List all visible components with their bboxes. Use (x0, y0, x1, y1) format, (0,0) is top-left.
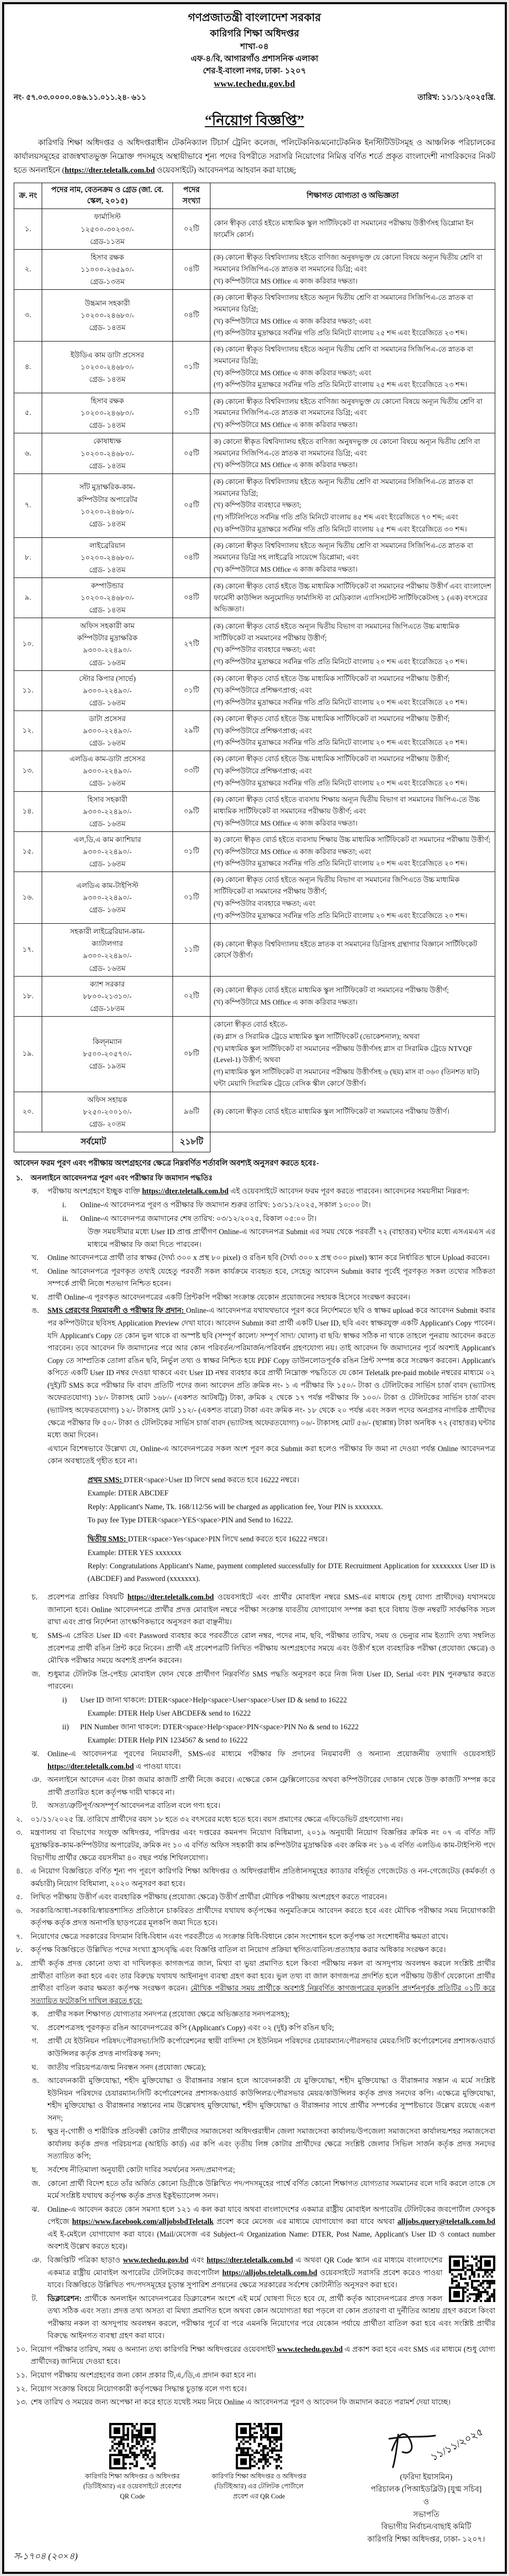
condition-number: গ. (32, 1267, 39, 1276)
condition-item: ৪. এ নিয়োগ বিজ্ঞপ্তিতে বর্ণিত শূন্য পদ পূরণে কারিগরি শিক্ষা অধিদপ্তর ও অধিদপ্তরাধীন প্রতিষ্ঠানসমূহের ক্যাডার বহির্ভূত গেজেটেড ও নন-গেজেটেড (কর্মকর্তা ও কর্মচারী) নিয়োগ বিধিমালা, ২০২০ অনুসরণ করা হবে। (14, 1865, 495, 1890)
row-serial: ২০. (14, 1092, 42, 1132)
condition-number: চ. (32, 1593, 38, 1602)
condition-item: গ. প্রার্থী যে ইউনিয়ন পরিষদ/পৌরসভা/সিটি কর্পোরেশনের স্থায়ী বাসিন্দা সে ইউনিয়ন পরিষদের চেয়ারম্যান/পৌরসভার মেয়র/সিটি কর্পোরেশনের প্রশাসক/ওয়ার্ড কাউন্সিলর কর্তৃক প্রদত্ত নাগরিকত্ব সনদ; (14, 2035, 495, 2060)
row-serial: ১৯. (14, 1017, 42, 1092)
row-vacancy-count: ০১টি (173, 831, 210, 872)
col-serial: ক্র. নং (14, 183, 42, 209)
condition-item: ঝ. Online-এ আবেদনপত্র পূরণের নিয়মাবলী, SMS-এর মাধ্যমে পরীক্ষার ফি প্রদানের নিয়মাবলী ও অন্যান্য প্রয়োজনীয় তথ্যাদি ওয়েবসাইট https://dter.teletalk.com.bd এ পাওয়া যাবে। (14, 1748, 495, 1773)
condition-item: ছ. SMS-এ প্রেরিত User ID এবং Password ব্যবহার করে পরবর্তীতে রোল নম্বর, পদের নাম, ছবি, পরীক্ষার তারিখ, সময় ও ভেন্যুর নাম ইত্যাদি তথ্য সম্বলিত প্রবেশপত্র প্রার্থী রঙিন প্রিন্ট করে নিবেন। প্রার্থী এই প্রবেশপত্রটি লিখিত পরীক্ষায় অংশগ্রহণের সময়ে এবং উত্তীর্ণ হলে ব্যবহারিক পরীক্ষা (প্রযোজ্য ক্ষেত্রে) ও মৌখিক পরীক্ষার সময়ে অবশ্যই প্রদর্শন করবেন। (14, 1630, 495, 1668)
row-vacancy-count: ০৫টি (173, 433, 210, 473)
table-row (14, 342, 495, 393)
condition-underlined-text: মৌখিক পরীক্ষার সময় প্রার্থীকে অবশ্যই নিম্নবর্ণিত কাগজপত্রের মূলকপি প্রদর্শনপূর্বক প্রতিটির ০১টি করে সত্যায়িত ফটোকপি দাখিল করতে হবে: (31, 1984, 495, 2005)
row-serial: ২. (14, 249, 42, 289)
website-link[interactable]: www.techedu.gov.bd (214, 79, 295, 89)
inline-link[interactable]: alljobs.query@teletalk.com.bd (397, 2218, 495, 2227)
qr-box-website (82, 2423, 183, 2502)
row-serial: ৯. (14, 577, 42, 618)
inline-link[interactable]: www.techedu.gov.bd (277, 2345, 343, 2354)
condition-item: ১০. নিয়োগ পরীক্ষার তারিখ, সময় ও অন্যান্য তথ্য কারিগরি শিক্ষা অধিদপ্তরের ওয়েবসাইট www.techedu.gov.bd এ প্রকাশ করা হবে এবং SMS এর মাধ্যমে (শুধু যোগ্য প্রার্থীদের) জানিয়ে দেওয়া হবে। (14, 2344, 495, 2369)
condition-item: ১. অনলাইনে আবেদনপত্র পূরণ এবং পরীক্ষার ফি জমাদান পদ্ধতিঃ (14, 1172, 495, 1185)
table-row (14, 537, 495, 577)
col-post: পদের নাম, বেতনক্রম ও গ্রেড (জা. বে. স্কেল, ২০১৫) (42, 183, 173, 209)
condition-number: ঙ. (32, 2077, 39, 2086)
row-post-name: অফিস সহকারী কাম কম্পিউটার মুদ্রাক্ষরিক ৯৩০০-২২৪৯০/- গ্রেড- ১৬তম (42, 618, 173, 670)
posts-table (14, 183, 495, 1152)
table-row (14, 433, 495, 473)
row-serial: ১৫. (14, 831, 42, 872)
condition-item: ট. অসত্য/ত্রুটিপূর্ণ/অসম্পূর্ণ আবেদনপত্র বাতিল বলে গণ্য হবে। (14, 1800, 495, 1813)
condition-item: ঝ. Online-এ আবেদন করতে কোন সমস্যা হলে ১২১ এ কল করা যাবে অথবা বাংলাদেশের একমাত্র রাষ্ট্রীয় মোবাইল অপারেটর টেলিটকের জবপোর্টাল ফেসবুক পেইজে https://www.facebook.com/alljobsbdTeletalk প্রবেশ করে মেসেজ এর মাধ্যমে যোগাযোগ করা যাবে অথবা alljobs.query@teletalk.com.bd এই ই-মেইলে যোগাযোগ করা যাবে। (Mail/মেসেজ এর Subject-এ Organization Name: DTER, Post Name, Applicant's User ID ও contact number অবশ্যই উল্লেখ করতে হবে)। (14, 2204, 495, 2253)
condition-item: ii) PIN Number জানা থাকলে: DTER<space>Help<space>PIN<space>PIN No & send to 16222 (14, 1721, 495, 1734)
row-qualification: (ক) কোনো স্বীকৃত বোর্ড হইতে উচ্চ মাধ্যমিক সার্টিফিকেট বা সমমানের পরীক্ষায় উত্তীর্ণ; (খ) কম্পিউটারে প্রশিক্ষণপ্রাপ্ত; এবং (গ) কম্পিউটার মুদ্রাক্ষরে সর্বনিম্ন গতি প্রতি মিনিটে বাংলায় ২০ শব্দ এবং ইংরেজিতে ২০ শব্দ। (210, 751, 495, 791)
condition-item: প্রথম SMS: DTER<space>User ID লিখে send করতে হবে 16222 নম্বরে। (88, 1475, 300, 1484)
condition-number: ৪. (16, 1867, 23, 1876)
row-qualification: (ক) কোনো স্বীকৃত বোর্ড হইতে মাধ্যমিক স্কুল সার্টিফিকেট বা সমমানের পরীক্ষায় উত্তীর্ণ। (210, 1092, 495, 1132)
row-post-name: স্টোর কিপার (সার্ভে) ৯৩০০-২২৪৯০/- গ্রেড- ১৬তম (42, 670, 173, 711)
condition-item: খ. Online আবেদনপত্রে প্রার্থী তার স্বাক্ষর (দৈর্ঘ্য ৩০০ x প্রস্থ ৮০ pixel) ও রঙিন ছবি (দৈর্ঘ্য ৩০০ x প্রস্থ ৩০০ pixel) স্ক্যান করে নির্ধারিত স্থানে Upload করবেন। (14, 1252, 495, 1265)
condition-number: ঘ. (32, 1293, 39, 1302)
condition-number: ট. (32, 1802, 38, 1811)
condition-number: ৩. (16, 1829, 23, 1838)
condition-number: চ. (32, 2127, 38, 2136)
condition-lead: প্রথম SMS: (88, 1475, 124, 1484)
condition-item: ১৩. শেষ তারিখ ও সময়ের জন্য অপেক্ষা না করে হাতে যথেষ্ট সময় নিয়ে Online এ আবেদনপত্র পূরণ ও আবেদন ফি জমাদান করতে পরামর্শ দেয়া যাচ্ছে। (14, 2397, 495, 2409)
memo-row (14, 92, 495, 105)
condition-item: ঙ. আবেদনকারী মুক্তিযোদ্ধা, শহীদ মুক্তিযোদ্ধা ও বীরাঙ্গনার সন্তান হলে আবেদনকারী যে মুক্তিযোদ্ধা, শহীদ মুক্তিযোদ্ধা ও বীরাঙ্গনার সন্তান এ মর্মে সংশ্লিষ্ট ইউনিয়ন পরিষদের চেয়ারম্যান/সিটি কর্পোরেশনের প্রশাসক/ওয়ার্ড কাউন্সিলর/পৌরসভার মেয়র/কাউন্সিলর কর্তৃক প্রদত্ত সনদের কপি। এক্ষেত্রে মুক্তিযোদ্ধা, শহীদ মুক্তিযোদ্ধা ও বীরাঙ্গনার সন্তানের নাম উল্লেখসহ মুক্তিযোদ্ধা, শহীদ মুক্তিযোদ্ধা ও বীরাঙ্গনার সাথে প্রার্থীর সম্পর্কের সুস্পষ্টভাবে উল্লেখ রয়েছে এরূপ সনদ; (14, 2075, 495, 2125)
row-qualification: (ক) কোনো স্বীকৃত বিশ্ববিদ্যালয় হইতে বাণিজ্য অনুষদভুক্ত যে কোনো বিষয়ে অন্যূন দ্বিতীয় শ্রেণি বা সমমানের সিজিপিএ-তে স্নাতক বা সমমানের ডিগ্রি; এবং (খ) কম্পিউটারে MS Office এ কাজ করিবার দক্ষতা। (210, 249, 495, 289)
condition-item: Example: DTER YES xxxxxxx (88, 1548, 181, 1557)
row-qualification: (ক) কোনো স্বীকৃত বোর্ড হইতে উচ্চ মাধ্যমিক সার্টিফিকেট বা সমমানের পরীক্ষায় উত্তীর্ণ এবং বাংলাদেশ ফার্মেসী কাউন্সিল অনুমোদিত ফার্মাসিস্ট বা মেডিক্যাল এ্যাসিসটেন্ট সার্টিফিকেটসহ ১ (এক) বৎসরের অভিজ্ঞতা। (210, 577, 495, 618)
condition-item: ঞ. অনলাইনে আবেদন এবং টাকা জমার কাজটি প্রার্থী নিজে করবে। এক্ষেত্রে কোন ফ্লেক্সিলোডের অথবা কম্পিউটারের দোকান থেকে উক্ত কাজটি সম্পন্ন করে প্রার্থী প্রতারিত হলে কর্তৃপক্ষ দায়ী থাকবে না। (14, 1774, 495, 1799)
signature-block (360, 2423, 495, 2546)
signatory-title2: সভাপতি (413, 2510, 439, 2519)
svg-text:১১/১১/২০২৫: ১১/১১/২০২৫ (429, 2426, 485, 2464)
row-vacancy-count: ০২টি (173, 209, 210, 249)
inline-link[interactable]: https://www.facebook.com/alljobsbdTeletalk (72, 2218, 214, 2227)
condition-item: ঙ. SMS প্রেরণের নিয়মাবলী ও পরীক্ষার ফি প্রদান: Online-এ আবেদনপত্র যথাযথভাবে পূরণ করে নির্দেশমতে ছবি ও স্বাক্ষর upload করে আবেদন Submit করার পর কম্পিউটারে ছবিসহ Application Preview দেখা যাবে। আবেদন Submit করা প্রার্থী একটি User ID, ছবি এবং স্বাক্ষরযুক্ত একটি Applicant's Copy পাবেন। যদি Applicant's Copy তে কোন ভুল থাকে বা অস্পষ্ট ছবি (সম্পূর্ণ কালো/ সম্পূর্ণ সাদা/ ঘোলা) বা ছবি/ স্বাক্ষর সঠিক না থাকে তাহলে পুনরায় আবেদন করতে পারবেন। তবে আবেদন ফি জমাদানের পরে আর কোন পরিবর্তন/পরিমার্জন/পরিবর্ধন গ্রহণযোগ্য নয়। তাই আবেদন ফি জমাদানের পূর্বে অবশ্যই Applicant's Copy তে সাম্প্রতিক তোলা রঙিন ছবি, নির্ভুল তথ্য ও স্বাক্ষর নিশ্চিত হয়ে PDF Copy ডাউনলোডপূর্বক রঙিন প্রিন্ট সম্পন্ন করে সংরক্ষণ করবেন। Applicant's কপিতে একটি User ID নম্বর দেওয়া থাকবে এবং User ID নম্বর ব্যবহার করে প্রার্থী নিম্নোক্ত পদ্ধতিতে যে কোন Teletalk pre-paid mobile নম্বরের মাধ্যমে ০২ (দুই)টি SMS করে পরীক্ষার ফি বাবদ প্রতিটি পদের জন্য আবেদন প্রতি ক্রমিক নং- ১ এ পরীক্ষার ফি ১৫০/- টাকা ও টেলিটকের সার্ভিস চার্জ বাবদ (ভ্যাটসহ অফেরতযোগ্য) ১৮/- টাকাসহ মোট ১৬৮/- (একশত আটষট্টি) টাকা, ক্রমিক ২ থেকে ১৭ পর্যন্ত পরীক্ষার ফি ১০০/- টাকা ও টেলিটকের সার্ভিস চার্জ বাবদ (ভ্যাটসহ অফেরতযোগ্য) ১২/- টাকাসহ মোট ১১২/- (একশত বারো) টাকা এবং ক্রমিক নং- ১৮ থেকে ২০ পর্যন্ত এবং সকল পদের অনগ্রসর নাগরিক প্রার্থীদের ক্ষেত্রে পরীক্ষার ফি ৫০/- টাকা ও টেলিটকের সার্ভিস চার্জ বাবদ (ভ্যাটসহ অফেরতযোগ্য) ০৬/- টাকাসহ মোট ৫৬/- (ছাপ্পান্ন) টাকা অনধিক ৭২ (বাহাত্তর) ঘন্টার মধ্যে জমা দিবেন। (14, 1305, 495, 1442)
row-post-name: কিল্নম্যান ৮৫০০-২০৫৭০/- গ্রেড- ১৯তম (42, 1017, 173, 1092)
row-serial: ১৮. (14, 976, 42, 1016)
condition-item: ২. ০১/১১/২০২৫ খ্রি. তারিখে প্রার্থীদের বয়স ১৮ হতে ৩২ বৎসরের মধ্যে হতে হবে। বয়স প্রমাণের ক্ষেত্রে এফিডেভিট গ্রহণযোগ্য নয়। (14, 1814, 495, 1826)
condition-item: To pay fee Type DTER<space>YES<space>PIN and Send to 16222. (88, 1516, 293, 1525)
row-post-name: সহকারী লাইব্রেরিয়ান-কাম- ক্যাটালগার ৯৩০০-২২৪৯০/- গ্রেড- ১৬তম (42, 924, 173, 976)
row-serial: ১. (14, 209, 42, 249)
condition-item: ৩. মন্ত্রণালয় বা বিভাগের সংযুক্ত অধিদপ্তর, পরিদপ্তর এবং দপ্তরের কমনপদ নিয়োগ বিধিমালা, ২০১৯ অনুযায়ী নিয়োগ বিজ্ঞপ্তির ক্রমিক নং ০৭ এ বর্ণিত সাঁট মুদ্রাক্ষরিক-কাম-কম্পিউটার অপারেটর, ক্রমিক নং ১০ এ বর্ণিত অফিস সহকারী কাম কম্পিউটার মুদ্রাক্ষরিক এবং ক্রমিক নং ১৬ এ বর্ণিত এলডিএ কাম-টাইপিস্ট পদে বিভাগীয় প্রার্থীর ক্ষেত্রে বয়সসীমা ৪০ বছর পর্যন্ত শিথিলযোগ্য। (14, 1827, 495, 1864)
condition-number: i. (62, 1200, 66, 1209)
table-header-row (14, 183, 495, 209)
row-vacancy-count: ০৪টি (173, 577, 210, 618)
condition-number: ১. (16, 1173, 23, 1182)
condition-item: Reply: Congratulations Applicant's Name, payment completed successfully for DTE Recruitment Application for xxxxxxxx User ID is (ABCDEF) and Password (xxxxxxx). (88, 1562, 495, 1583)
condition-number: ২. (16, 1815, 23, 1824)
condition-lead: ডিক্লারেশন: (47, 2294, 84, 2303)
condition-number: ছ. (32, 1631, 39, 1640)
table-row (14, 791, 495, 831)
row-serial: ১৬. (14, 872, 42, 924)
condition-item: ৬. সরকারি/আধা-সরকারি/স্বায়ত্তশাসিত প্রতিষ্ঠানে চাকরিরত প্রার্থীদের যথাযথ কর্তৃপক্ষের অনুমতিক্রমে আবেদন করতে হবে এবং মৌখিক পরীক্ষার সময় নিয়োগকারী কর্তৃপক্ষ কর্তৃক প্রদত্ত অনাপত্তি ছাড়পত্রের মূলকপি জমা দিতে হবে। (14, 1905, 495, 1930)
row-qualification: কোন স্বীকৃত বোর্ড হইতে মাধ্যমিক স্কুল সার্টিফিকেট বা সমমানের পরীক্ষায় উত্তীর্ণসহ ডিপ্লোমা ইন ফার্মেসি কোর্স। (210, 209, 495, 249)
table-row (14, 618, 495, 670)
condition-item: ১১. নিয়োগ পরীক্ষায় অংশগ্রহণের জন্য কোন প্রকার টি,এ,/ডি,এ প্রদান করা হবে না। (14, 2370, 495, 2382)
condition-number: i) (62, 1696, 67, 1704)
condition-item: ৮. কর্তৃপক্ষ বিজ্ঞপ্তিতে উল্লিখিত পদের সংখ্যা হ্রাস/বৃদ্ধি এবং বিজ্ঞপ্তি বাতিল বা নিয়োগ প্রক্রিয়া স্থগিত/বাতিল/প্রত্যাহার করার অধিকার সংরক্ষণ করে। (14, 1944, 495, 1957)
condition-item: চ. প্রবেশপত্র প্রাপ্তির বিষয়টি https://dter.teletalk.com.bd ওয়েবসাইটে এবং প্রার্থীর মোবাইল নম্বরে SMS-এর মাধ্যমে (শুধু যোগ্য প্রার্থীদের) যথাসময়ে জানানো হবে। Online আবেদনপত্রে প্রার্থীর প্রদত্ত মোবাইল নম্বরে পরীক্ষা সংক্রান্ত যাবতীয় যোগাযোগ সম্পন্ন করা হবে বিধায় উক্ত নম্বরটি সার্বক্ষণিক সচল রাখা এবং প্রাপ্ত নির্দেশনা তাৎক্ষণিকভাবে অনুসরণ করা বাঞ্ছনীয়। (14, 1592, 495, 1629)
inline-link[interactable]: https://dter.teletalk.com.bd (64, 166, 155, 175)
job-circular-page (2, 2, 507, 2574)
condition-lead: SMS প্রেরণের নিয়মাবলী ও পরীক্ষার ফি প্রদান: (47, 1306, 186, 1315)
row-qualification: (ক) কোনো স্বীকৃত বিশ্ববিদ্যালয় হইতে অন্যূন দ্বিতীয় শ্রেণি বা সমমানের সিজিপিএ-তে স্নাতক বা সমমানের ডিগ্রি; (খ) কম্পিউটার ব্যবহারে দক্ষতা; (গ) সাঁটলিপিতে সর্বনিম্ন গতি প্রতি মিনিটে বাংলায় ৪৫ শব্দ এবং ইংরেজিতে ৭০ শব্দ; এবং (ঘ) কম্পিউটার মুদ্রাক্ষরে সর্বনিম্ন গতি প্রতি মিনিটে বাংলায় ২৫ শব্দ এবং ইংরেজিতে ৩০ শব্দ। (210, 473, 495, 537)
signatory-title3: বিভাগীয় নির্বাচন/বাছাই কমিটি (381, 2523, 472, 2532)
row-qualification: (ক) কোনো স্বীকৃত বোর্ড হইতে ব্যবসায় শিক্ষায় অন্যূন দ্বিতীয় বিভাগ বা সমমানের জিপিএ-তে উচ্চ মাধ্যমিক সার্টিফিকেট বা সমমানের পরীক্ষায় উত্তীর্ণ; এবং (খ) কম্পিউটারে MS Office এ কাজ করিবার দক্ষতা। (210, 791, 495, 831)
row-post-name: লাইব্রেরিয়ান ১০২০০-২৪৬৮০/- গ্রেড- ১৪তম (42, 537, 173, 577)
condition-number: ii. (62, 1214, 69, 1223)
conditions-title: আবেদন ফরম পূরণ এবং পরীক্ষায় অংশগ্রহণের ক্ষেত্রে নিম্নবর্ণিত শর্তাবলি অবশ্যই অনুসরণ করতে হবেঃ- (14, 1159, 319, 1168)
signatory-title4: কারিগরি শিক্ষা অধিদপ্তর, ঢাকা- ১২০৭। (367, 2535, 485, 2544)
condition-item: ৭. নিয়োগের ক্ষেত্রে সরকারের বিদ্যমান বিধি-বিধান এবং পরবর্তীতে এ সংক্রান্ত বিধি-বিধানে কোন সংশোধন হলে কর্তৃপক্ষ তা সংশোধনীর ক্ষমতা রাখে। (14, 1931, 495, 1944)
qr-caption: কারিগরি শিক্ষা অধিদপ্তর ও অধিদপ্তর (ডিটিইআর) এর টেলিটক পোর্টালে প্রবেশ এর QR Code (212, 2472, 306, 2500)
row-serial: ৫. (14, 393, 42, 433)
col-count: পদের সংখ্যা (173, 183, 210, 209)
row-serial: ৮. (14, 537, 42, 577)
condition-number: জ. (32, 1670, 41, 1679)
row-vacancy-count: ০১টি (173, 670, 210, 711)
row-post-name: অফিস সহায়ক ৮২৫০-২০০১০/- গ্রেড- ২০তম (42, 1092, 173, 1132)
signatory-and: ও (423, 2498, 429, 2506)
row-serial: ১৪. (14, 791, 42, 831)
condition-number: ঙ. (32, 1306, 39, 1315)
row-serial: ১৩. (14, 751, 42, 791)
table-row (14, 290, 495, 342)
inline-link[interactable]: www.techedu.gov.bd (123, 2256, 189, 2265)
inline-link[interactable]: https://dter.teletalk.com.bd (142, 1187, 229, 1196)
condition-item: ঘ. জাতীয় পরিচয়পত্র/জন্ম নিবন্ধন সনদ (প্রযোজ্য ক্ষেত্রে); (14, 2062, 495, 2075)
table-row (14, 711, 495, 751)
condition-item: জ. কোনো প্রার্থী বিদেশ হতে তাঁর অর্জিত কোনো ডিগ্রীকে উল্লিখিত পদ/পদসমূহের পার্শ্বে বর্ণিত কোনো শিক্ষাগত যোগ্যতার সমমানের বলে দাবি করলে তাকে সে মর্মে সংশ্লিষ্ট যথাযথ কর্তৃপক্ষ কর্তৃক প্রদত্ত ইকুইভ্যালেন্স সনদ। (14, 2178, 495, 2203)
condition-item: i. Online-এ আবেদনপত্র পূরণ ও পরীক্ষার ফি জমাদান শুরুর তারিখ: ১৩/১১/২০২৫, সকাল ১০:০০ টা। (14, 1199, 495, 1212)
condition-item: ii. Online-এ আবেদনপত্র জমাদানের শেষ তারিখ: ০৩/১২/২০২৫, বিকাল ০৫:০০ টা। (14, 1213, 495, 1226)
row-post-name: হিসাব সহকারী ৯৩০০-২২৪৯০/- গ্রেড- ১৬তম (42, 791, 173, 831)
row-vacancy-count: ০১টি (173, 872, 210, 924)
condition-number: ঝ. (32, 1750, 40, 1759)
row-post-name: সাঁট মুদ্রাক্ষরিক-কাম- কম্পিউটার অপারেটর ১০২০০-২৪৬৮০/- গ্রেড- ১৪তম (42, 473, 173, 537)
condition-number: ৮. (16, 1946, 23, 1955)
inline-link[interactable]: https://dter.teletalk.com.bd (206, 2256, 293, 2265)
condition-number: ক. (32, 1187, 39, 1196)
qr-code-website (109, 2423, 156, 2469)
condition-item: দ্বিতীয় SMS: DTER<space>Yes<space>PIN লিখে send করতে হবে 16222 নম্বরে। (88, 1535, 328, 1544)
row-vacancy-count: ২৭টি (173, 618, 210, 670)
row-post-name: এলডিএ কাম-টাইপিস্ট ৯৩০০-২২৪৯০/- গ্রেড- ১৬তম (42, 872, 173, 924)
condition-item: ট. ডিক্লারেশন: প্রার্থীকে অনলাইন আবেদনপত্রের ডিক্লারেশন অংশে এই মর্মে ঘোষণা দিতে হবে যে, প্রার্থী কর্তৃক আবেদনপত্রের প্রদত্ত সকল তথ্য সঠিক এবং সত্য। প্রদত্ত তথ্য অসত্য বা মিথ্যা প্রমাণিত হলে অথবা কোন অযোগ্যতা ধরা পড়লে বা কোন প্রতারণা বা দুর্নীতির আশ্রয় গ্রহণ করলে কিংবা পরীক্ষায় নকল বা অসদুপায় অবলম্বন করলে, পরীক্ষার পূর্বে বা পরে এমনকি নিয়োগের পরে যেকোন পর্যায়ে প্রার্থীতা বাতিল করা হবে এবং সংশ্লিষ্ট প্রার্থীর বিরুদ্ধে আইনগত ব্যবস্থা গ্রহণ করা যাবে। (14, 2293, 495, 2343)
address-line1: এফ-৪/বি, আগারগাঁও প্রশাসনিক এলাকা (190, 54, 319, 63)
organization-name: কারিগরি শিক্ষা অধিদপ্তর (209, 27, 300, 39)
row-qualification: (ক) কোনো স্বীকৃত বোর্ড হইতে উচ্চ মাধ্যমিক সার্টিফিকেট বা সমমানের পরীক্ষায় উত্তীর্ণ; (খ) কম্পিউটারে প্রশিক্ষণপ্রাপ্ত; এবং (গ) কম্পিউটার মুদ্রাক্ষরে সর্বনিম্ন গতি প্রতি মিনিটে বাংলায় ২০ শব্দ এবং ইংরেজিতে ২০ শব্দ। (210, 670, 495, 711)
condition-item: চ. ক্ষুদ্র নৃ-গোষ্ঠী ও শারীরিক প্রতিবন্ধী কোটার প্রার্থীদের সমাজসেবা অধিদপ্তরাধীন জেলা সমাজসেবা কার্যালয়/উপজেলা সমাজসেবা কার্যালয়/শহর সমাজসেবা কার্যালয় কর্তৃক প্রদত্ত পরিচয়পত্র (আইডি কার্ড) এর কপি এবং তৃতীয় লিঙ্গ কোটার প্রার্থীদের ক্ষেত্রে সংশ্লিষ্ট জেলার সিভিল সার্জন কর্তৃক প্রদত্ত সনদের সত্যায়িত কপি; (14, 2126, 495, 2163)
table-row (14, 577, 495, 618)
inline-link[interactable]: https://alljobs.teletalk.com.bd (222, 2268, 318, 2277)
row-vacancy-count: ২৯টি (173, 711, 210, 751)
condition-item: Example: DTER ABCDEF (88, 1489, 169, 1498)
signatory-name: (ফরিদা ইয়াসমিন) (400, 2473, 453, 2482)
condition-item: ক. প্রার্থীর সকল শিক্ষাগত যোগ্যতার সনদপত্র (প্রযোজ্য ক্ষেত্রে অভিজ্ঞতার সনদপত্রসহ); (14, 2009, 495, 2021)
row-vacancy-count: ০৩টি (173, 751, 210, 791)
table-row (14, 872, 495, 924)
condition-number: ৯. (16, 1959, 23, 1968)
qr-caption: কারিগরি শিক্ষা অধিদপ্তর ও অধিদপ্তর (ডিটিইআর) এর ওয়েবসাইটে প্রবেশের QR Code (83, 2472, 181, 2500)
row-qualification: (ক) কোনো স্বীকৃত বোর্ড হইতে উচ্চ মাধ্যমিক সার্টিফিকেট বা সমমানের পরীক্ষায় উত্তীর্ণ; (খ) কম্পিউটারে প্রশিক্ষণপ্রাপ্ত; এবং (গ) কম্পিউটার মুদ্রাক্ষরে সর্বনিম্ন গতি প্রতি মিনিটে বাংলায় ২০ শব্দ এবং ইংরেজিতে ২০ শব্দ। (210, 711, 495, 751)
row-vacancy-count: ০১টি (173, 393, 210, 433)
page-title: “নিয়োগ বিজ্ঞপ্তি” (205, 112, 304, 128)
condition-number: খ. (32, 2023, 39, 2032)
condition-number: ১১. (16, 2371, 27, 2380)
row-serial: ১২. (14, 711, 42, 751)
press-code: স-১৭০৪ (২০×৪) (14, 2551, 78, 2561)
row-post-name: এল,ডি,এ কাম ক্যাশিয়ার ৯৩০০-২২৪৯০/- গ্রেড- ১৬তম (42, 831, 173, 872)
table-row (14, 1017, 495, 1092)
row-serial: ১১. (14, 670, 42, 711)
memo-number: নং- ৫৭.০৩.০০০০.০৪৬.১১.০১১.২৪- ৬১১ (14, 93, 147, 102)
address-line2: শের-ই-বাংলা নগর, ঢাকা- ১২০৭ (203, 67, 306, 75)
row-vacancy-count: ০১টি (173, 342, 210, 393)
row-post-name: ডাটা প্রসেসর ৯৩০০-২২৪৯০/- গ্রেড- ১৬তম (42, 711, 173, 751)
conditions-list (14, 1172, 495, 2409)
row-serial: ৭. (14, 473, 42, 537)
row-serial: ৩. (14, 290, 42, 342)
footer (14, 2423, 495, 2546)
row-vacancy-count: ১১টি (173, 924, 210, 976)
condition-number: গ. (32, 2037, 39, 2046)
row-vacancy-count: ০৪টি (173, 537, 210, 577)
row-serial: ১০. (14, 618, 42, 670)
row-vacancy-count: ০৮টি (173, 1017, 210, 1092)
condition-item: i) User ID জানা থাকলে: DTER<space>Help<space>User<space>User ID & send to 16222 (14, 1694, 495, 1707)
government-name: গণপ্রজাতন্ত্রী বাংলাদেশ সরকার (188, 11, 321, 24)
row-post-name: হিসাব রক্ষক ১১০০০-২৬৫৯০/- গ্রেড-১৩তম (42, 249, 173, 289)
condition-number: জ. (32, 2179, 41, 2188)
table-row (14, 924, 495, 976)
table-row (14, 249, 495, 289)
branch-name: শাখা-০৪ (240, 42, 269, 51)
row-post-name: কম্পাউন্ডার ১০২০০-২৪৬৮০/- গ্রেড- ১৪তম (42, 577, 173, 618)
row-post-name: এলডিএ কাম-ডাটা প্রসেসর ৯৩০০-২২৪৯০/- গ্রেড- ১৬তম (42, 751, 173, 791)
condition-item: উক্ত সময়সীমার মধ্যে User ID প্রাপ্ত প্রার্থীগণ Online-এ আবেদনপত্র Submit এর সময় থেকে পরবর্তী ৭২ (বাহাত্তর) ঘন্টার মধ্যে এসএমএস এর মাধ্যমে পরীক্ষার ফি জমা দিতে পারবেন। (88, 1228, 495, 1249)
intro-paragraph: কারিগরি শিক্ষা অধিদপ্তর ও অধিদপ্তরাধীন টেকনিক্যাল টিচার্স ট্রেনিং কলেজ, পলিটেকনিক/মনোটেকনিক ইনস্টিটিউটসমূহ ও আঞ্চলিক পরিচালকের কার্যালয়সমূহের রাজস্বখাতভুক্ত নিম্নোক্ত পদসমূহে অস্থায়ীভাবে শূন্য পদের বিপরীতে সরাসরি নিয়োগের নিমিত্ত বর্ণিত শর্তে প্রকৃত বাংলাদেশী নাগরিকদের নিকট হতে অনলাইনে (https://dter.teletalk.com.bd ওয়েবসাইটে) আবেদনপত্র আহবান করা যাচ্ছে; (14, 138, 495, 175)
condition-item: ক. পরীক্ষায় অংশগ্রহণে ইচ্ছুক ব্যক্তি https://dter.teletalk.com.bd এই ওয়েবসাইটে আবেদন ফরম পূরণ করতে পারবেন। আবেদনের সময়সীমা নিম্নরূপ: (14, 1186, 495, 1198)
row-qualification: ক) কোনো স্বীকৃত বোর্ড হইতে ব্যবসায় শিক্ষায় উচ্চ মাধ্যমিক সার্টিফিকেট বা সমমানের পরীক্ষায় উত্তীর্ণ; (খ) কম্পিউটারে MS Office এ কাজ করিবার দক্ষতা; এবং (গ) কম্পিউটার মুদ্রাক্ষরে সর্বনিম্ন গতি প্রতি মিনিটে বাংলায় ২০ শব্দ এবং ইংরেজিতে ২০ শব্দ। (210, 831, 495, 872)
condition-number: ক. (32, 2010, 39, 2019)
row-post-name: হিসাব রক্ষক ১০২০০-২৪৬৮০/- গ্রেড- ১৪তম (42, 393, 173, 433)
condition-number: ট. (32, 2294, 38, 2303)
condition-item: ১২. নিয়োগ সংক্রান্ত বিষয়ে নিয়োগকারী কর্তৃপক্ষের সিদ্ধান্ত চূড়ান্ত বলে গণ্য হবে। (14, 2383, 495, 2396)
row-serial: ১৭. (14, 924, 42, 976)
table-row (14, 976, 495, 1016)
memo-date: তারিখ: ১১/১১/২০২৫খ্রি. (417, 93, 495, 102)
condition-number: ঘ. (32, 2063, 39, 2072)
row-vacancy-count: ০২টি (173, 976, 210, 1016)
condition-item: ঞ. বিজ্ঞপ্তিটি পত্রিকা ছাড়াও www.techedu.gov.bd এবং https://dter.teletalk.com.bd এ অথবা QR Code স্ক্যান এর মাধ্যমে বাংলাদেশের একমাত্র রাষ্ট্রীয় মোবাইল অপারেটর টেলিটকের জবপোর্টাল https://alljobs.teletalk.com.bd ওয়েবসাইটে সরাসরি প্রবেশ করেও পাওয়া যাবে। বিজ্ঞপ্তিতে উল্লিখিত পদ/পদসমূহের চূড়ান্ত সুপারিশ প্রণয়নের ক্ষেত্রে সরকারের সর্বশেষ কোটানীতি অনুসরণ করা হবে। (14, 2255, 495, 2292)
row-serial: ৪. (14, 342, 42, 393)
condition-item: ছ. সর্বশেষ নীতিমালা অনুযায়ী কোটা দাবির সমর্থনের সনদ/প্রমাণপত্র; (14, 2164, 495, 2177)
condition-number: খ. (32, 1254, 39, 1263)
condition-item: Example: DTER Help User ABCDEF& send to 16222 (88, 1709, 251, 1718)
condition-item: খ. প্রবেশপত্রসহ পূরণকৃত রঙিন আবেদনপত্রের কপি (Applicant's Copy) এবং ০২ (দুই) কপি রঙিন ছবি; (14, 2022, 495, 2035)
condition-number: ১২. (16, 2384, 27, 2393)
condition-number: ৭. (16, 1932, 23, 1941)
table-total-row (14, 1132, 495, 1152)
table-row (14, 393, 495, 433)
condition-item: গ. Online আবেদনপত্রে পূরণকৃত তথ্যই যেহেতু পরবর্তী সকল কার্যক্রমে ব্যবহৃত হবে, সেহেতু আবেদন Submit করার পূর্বেই পূরণকৃত সকল তথ্যের সঠিকতা সম্পর্কে প্রার্থী নিজে শতভাগ নিশ্চিত হবেন। (14, 1266, 495, 1291)
condition-number: ১০. (16, 2345, 27, 2354)
total-label: সর্বমোট (14, 1132, 173, 1152)
condition-item: Reply: Applicant's Name, Tk. 168/112/56 will be charged as application fee, Your PIN is xxxxxxx. (88, 1502, 383, 1511)
inline-link[interactable]: https://dter.teletalk.com.bd (47, 1762, 134, 1771)
table-row (14, 751, 495, 791)
inline-link[interactable]: https://dter.teletalk.com.bd (127, 1593, 214, 1602)
qr-box-teletalk (209, 2423, 309, 2502)
signature-scribble-icon (360, 2423, 492, 2471)
row-vacancy-count: ০৯টি (173, 791, 210, 831)
qr-code-teletalk (236, 2423, 282, 2469)
table-row (14, 831, 495, 872)
table-row (14, 209, 495, 249)
table-row (14, 670, 495, 711)
row-qualification: (ক) কোনো স্বীকৃত বোর্ড হইতে অন্যূন দ্বিতীয় বিভাগ বা সমমানের জিপিএতে উচ্চ মাধ্যমিক সার্টিফিকেট বা সমমানের পরীক্ষায় উত্তীর্ণ; (খ) কম্পিউটার ব্যবহারে দক্ষতা; এবং (গ) কম্পিউটার মুদ্রাক্ষরে সর্বনিম্ন গতি প্রতি মিনিটে বাংলায় ২০ শব্দ এবং ইংরেজিতে ২০ শব্দ। (210, 618, 495, 670)
condition-item: জ. শুধুমাত্র টেলিটক প্রি-পেইড মোবাইল ফোন থেকে প্রার্থীগণ নিম্নবর্ণিত SMS পদ্ধতি অনুসরণ করে নিজ নিজ User ID, Serial এবং PIN পুনরুদ্ধার করতে পারবেন। (14, 1669, 495, 1693)
row-vacancy-count: ৯৬টি (173, 1092, 210, 1132)
row-post-name: ফার্মাসিস্ট ১২৫০০-৩০২৩০/- গ্রেড-১১তম (42, 209, 173, 249)
condition-number: ১৩. (16, 2398, 27, 2407)
letterhead (14, 10, 495, 91)
row-qualification: (ক) কোনো স্বীকৃত বোর্ড হইতে মাধ্যমিক স্কুল সার্টিফিকেট বা সমমানের পরীক্ষায় উত্তীর্ণ; (খ) কম্পিউটারে MS Office এ কাজ করিবার দক্ষতা। (210, 976, 495, 1016)
signatory-title1: পরিচালক (পিআইডব্লিউ) [যুগ্ম সচিব] (370, 2485, 482, 2494)
col-qualification: শিক্ষাগত যোগ্যতা ও অভিজ্ঞতা (210, 183, 495, 209)
condition-number: ঞ. (32, 1776, 42, 1785)
condition-item: Example: DTER Help PIN 1234567 & send to 16222 (88, 1736, 248, 1745)
table-row (14, 473, 495, 537)
row-qualification: কোনো স্বীকৃত বোর্ড হইতে- (ক) গ্লাস ও সিরামিক ট্রেডে মাধ্যমিক স্কুল সার্টিফিকেট (ভোকেশনাল); অথবা (খ) মাধ্যমিক স্কুল সার্টিফিকেট বা সমমানের পরীক্ষায় উত্তীর্ণসহ গ্লাস বা সিরামিক ট্রেডে NTVQF (Level-1) উত্তীর্ণ; অথবা (গ) মাধ্যমিক স্কুল সার্টিফিকেট বা সমমানের পরীক্ষায় উত্তীর্ণসহ ৬ (ছয়) মাস বা ৩৬০ (তিনশত ষাট) ঘন্টা মেয়াদি সিরামিক ট্রেডে বেসিক স্কীল কোর্সে উত্তীর্ণ। (210, 1017, 495, 1092)
condition-number: ঞ. (32, 2256, 42, 2265)
condition-number: ছ. (32, 2166, 39, 2175)
row-vacancy-count: ০৪টি (173, 290, 210, 342)
row-qualification: (ক) কোনো স্বীকৃত বোর্ড হইতে অন্যূন দ্বিতীয় বিভাগ বা সমমানের জিপিএতে উচ্চ মাধ্যমিক সার্টিফিকেট বা সমমানের পরীক্ষায় উত্তীর্ণ; (খ) কম্পিউটার ব্যবহারে দক্ষতা; এবং (গ) কম্পিউটার মুদ্রাক্ষরে সর্বনিম্ন গতি প্রতি মিনিটে বাংলায় ২০ শব্দ এবং ইংরেজিতে ২০ শব্দ। (210, 872, 495, 924)
table-row (14, 1092, 495, 1132)
row-qualification: (ক) কোনো স্বীকৃত বিশ্ববিদ্যালয় হইতে অন্যূন দ্বিতীয় শ্রেণি বা সমমানের সিজিপিএ-তে স্নাতক বা সমমানের ডিগ্রি; (খ) কম্পিউটারে MS Office এ কাজ করিবার দক্ষতা; এবং (গ) কম্পিউটার মুদ্রাক্ষরে সর্বনিম্ন গতি প্রতি মিনিটে বাংলায় ২৫ শব্দ এবং ইংরেজিতে ২৩ শব্দ। (210, 290, 495, 342)
condition-number: ৬. (16, 1906, 23, 1915)
condition-item: ৯. প্রার্থী কর্তৃক প্রদত্ত কোনো তথ্য বা দাখিলকৃত কাগজপত্র জাল, মিথ্যা বা ভুয়া প্রমাণিত হলে কিংবা পরীক্ষায় নকল বা অসদুপায় অবলম্বন করলে সংশ্লিষ্ট প্রার্থীর প্রার্থীতা বাতিল করা হবে এবং তার বিরুদ্ধে যথাযথ আইনানুগ ব্যবস্থা গ্রহণ করা হবে। ভুল তথ্য বা জাল কাগজপত্র প্রদর্শিত হলে পরীক্ষায় উত্তীর্ণ যেকোনো প্রার্থীর প্রার্থীতা বাতিল করার ক্ষমতা কর্তৃপক্ষ সংরক্ষণ করেন। মৌখিক পরীক্ষার সময় প্রার্থীকে অবশ্যই নিম্নবর্ণিত কাগজপত্রের মূলকপি প্রদর্শনপূর্বক প্রতিটির ০১টি করে সত্যায়িত ফটোকপি দাখিল করতে হবে: (14, 1958, 495, 2007)
row-post-name: উচ্চমান সহকারী ১০২০০-২৪৬৮০/- গ্রেড- ১৪তম (42, 290, 173, 342)
row-qualification: (ক) কোনো স্বীকৃত বিশ্ববিদ্যালয় হইতে বাণিজ্য অনুষদভুক্ত যে কোনো বিষয়ে অন্যূন দ্বিতীয় শ্রেণি বা সমমানের সিজিপিএ-তে স্নাতক বা সমমানের ডিগ্রি; এবং (খ) কম্পিউটারে MS Office এ কাজ করিবার দক্ষতা। (210, 393, 495, 433)
row-post-name: কোষাধ্যক্ষ ১০২০০-২৪৬৮০/- গ্রেড- ১৪তম (42, 433, 173, 473)
row-post-name: ইউডিএ কাম ডাটা প্রসেসর ১০২০০-২৪৬৮০/- গ্রেড- ১৪তম (42, 342, 173, 393)
row-qualification: (ক) কোনো স্বীকৃত বিশ্ববিদ্যালয় হইতে অন্যূন দ্বিতীয় শ্রেণি বা সমমানের সিজিপিএ-তে স্নাতক বা সমমানের ডিগ্রি; (খ) কম্পিউটারে MS Office এ কাজ করিবার দক্ষতা; এবং (গ) কম্পিউটার মুদ্রাক্ষরে সর্বনিম্ন গতি প্রতি মিনিটে বাংলায় ২৫ শব্দ এবং ইংরেজিতে ২৩ শব্দ। (210, 342, 495, 393)
condition-number: ৫. (16, 1893, 23, 1902)
row-serial: ৬. (14, 433, 42, 473)
total-count: ২১৮টি (173, 1132, 210, 1152)
row-vacancy-count: ০৪টি (173, 249, 210, 289)
row-qualification: ক) কোনো স্বীকৃত বিশ্ববিদ্যালয় হইতে বাণিজ্য অনুষদভুক্ত যে কোনো বিষয়ে অন্যূন দ্বিতীয় শ্রেণি বা সমমানের সিজিপিএ-তে স্নাতক বা সমমানের ডিগ্রি; এবং (খ) কম্পিউটারে MS Office এ কাজ করিবার দক্ষতা। (210, 433, 495, 473)
condition-item: এখানে বিশেষভাবে উল্লেখ্য যে, Online-এ আবেদনপত্রের সকল অংশ পূরণ করে Submit করা হলেও পরীক্ষার ফি জমা না দেওয়া পর্যন্ত Online আবেদনপত্র কোন অবস্থাতেই গৃহীত হবে না। (47, 1444, 495, 1466)
row-post-name: ক্যাশ সরকার ৮৮০০-২১৩১০/- গ্রেড-১৮তম (42, 976, 173, 1016)
condition-lead: দ্বিতীয় SMS: (88, 1535, 128, 1544)
row-qualification: (ক) কোনো স্বীকৃত বিশ্ববিদ্যালয় হইতে স্নাতক বা সমমানের ডিগ্রিসহ গ্রন্থাগার বিজ্ঞানে সার্টিফিকেট কোর্সে উত্তীর্ণ। (210, 924, 495, 976)
row-qualification: (ক) কোনো স্বীকৃত বিশ্ববিদ্যালয় হইতে অন্যূন দ্বিতীয় শ্রেণি বা সমমানের সিজিপিএ-তে স্নাতক বা সমমানের ডিগ্রি সহ লাইব্রেরি সায়েন্সে ডিপ্লোমা; এবং (খ) কম্পিউটারে MS Office এ কাজ করিবার দক্ষতা। (210, 537, 495, 577)
condition-item: ঘ. প্রার্থী Online-এ পূরণকৃত আবেদনপত্রের একটি প্রিন্টকপি পরীক্ষা সংক্রান্ত যেকোন প্রয়োজনের সহায়ক হিসেবে সংরক্ষণ করবেন। (14, 1292, 495, 1304)
row-vacancy-count: ০৫টি (173, 473, 210, 537)
condition-number: ii) (62, 1722, 69, 1731)
condition-item: ৫. লিখিত পরীক্ষায় উত্তীর্ণ এবং ব্যবহারিক পরীক্ষায় (প্রযোজ্য ক্ষেত্রে) উত্তীর্ণ প্রার্থীরা মৌখিক পরীক্ষায় অংশগ্রহণ করতে পারবেন। (14, 1891, 495, 1904)
condition-number: ঝ. (32, 2205, 40, 2214)
